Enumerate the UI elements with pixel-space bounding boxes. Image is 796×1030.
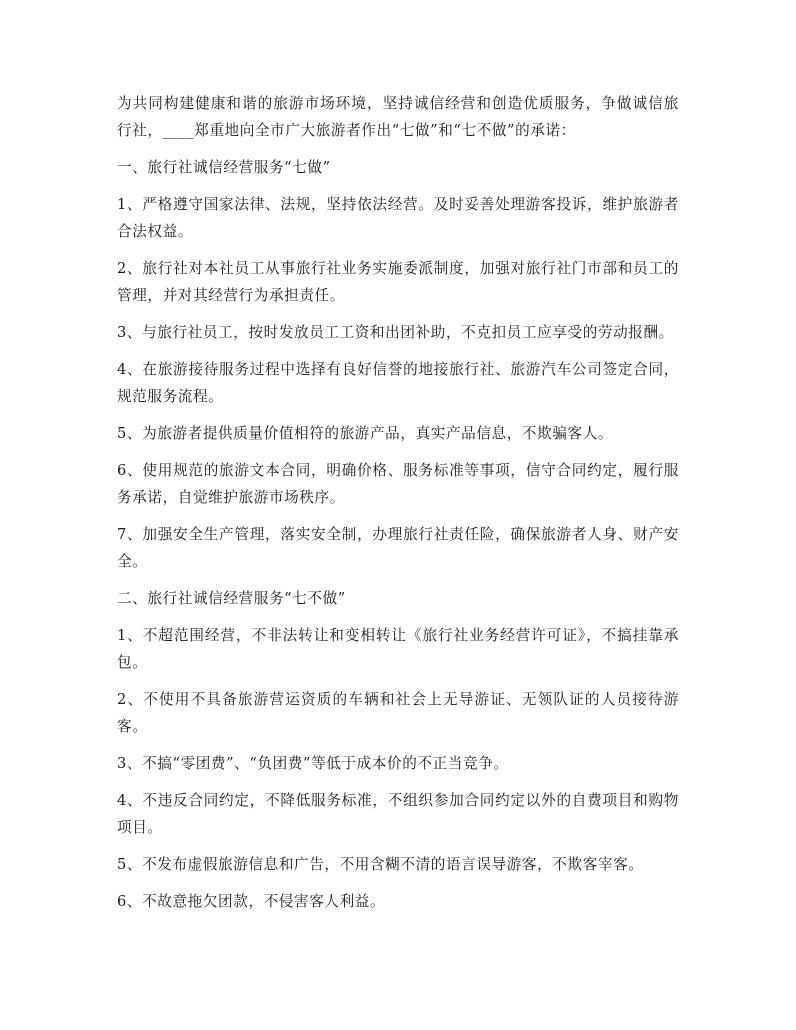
list-item: 6、使用规范的旅游文本合同，明确价格、服务标准等事项，信守合同约定，履行服务承诺，自觉维护旅游市场秩序。 bbox=[117, 462, 679, 506]
list-item: 4、不违反合同约定，不降低服务标准，不组织参加合同约定以外的自费项目和购物项目。 bbox=[117, 792, 679, 836]
list-item: 5、不发布虚假旅游信息和广告，不用含糊不清的语言误导游客，不欺客宰客。 bbox=[117, 856, 644, 873]
intro-paragraph: 为共同构建健康和谐的旅游市场环境，坚持诚信经营和创造优质服务，争做诚信旅行社，____郑重地向全市广大旅游者作出“七做”和“七不做”的承诺： bbox=[117, 95, 679, 139]
list-item: 1、严格遵守国家法律、法规，坚持依法经营。及时妥善处理游客投诉，维护旅游者合法权益。 bbox=[117, 196, 679, 240]
section-heading-seven-dont: 二、旅行社诚信经营服务“七不做” bbox=[117, 590, 346, 607]
list-item: 6、不故意拖欠团款，不侵害客人利益。 bbox=[117, 893, 386, 910]
list-item: 5、为旅游者提供质量价值相符的旅游产品，真实产品信息，不欺骗客人。 bbox=[117, 425, 614, 442]
list-item: 1、不超范围经营，不非法转让和变相转让《旅行社业务经营许可证》，不搞挂靠承包。 bbox=[117, 627, 679, 671]
document-page bbox=[117, 90, 679, 925]
list-item: 2、旅行社对本社员工从事旅行社业务实施委派制度，加强对旅行社门市部和员工的管理，并对其经营行为承担责任。 bbox=[117, 260, 679, 304]
list-item: 7、加强安全生产管理，落实安全制，办理旅行社责任险，确保旅游者人身、财产安全。 bbox=[117, 526, 679, 570]
list-item: 2、不使用不具备旅游营运资质的车辆和社会上无导游证、无领队证的人员接待游客。 bbox=[117, 691, 679, 735]
list-item: 3、不搞“零团费”、“负团费”等低于成本价的不正当竞争。 bbox=[117, 755, 509, 772]
list-item: 3、与旅行社员工，按时发放员工工资和出团补助，不克扣员工应享受的劳动报酬。 bbox=[117, 324, 674, 341]
section-heading-seven-do: 一、旅行社诚信经营服务“七做” bbox=[117, 159, 331, 176]
list-item: 4、在旅游接待服务过程中选择有良好信誉的地接旅行社、旅游汽车公司签定合同，规范服务流程。 bbox=[117, 361, 679, 405]
